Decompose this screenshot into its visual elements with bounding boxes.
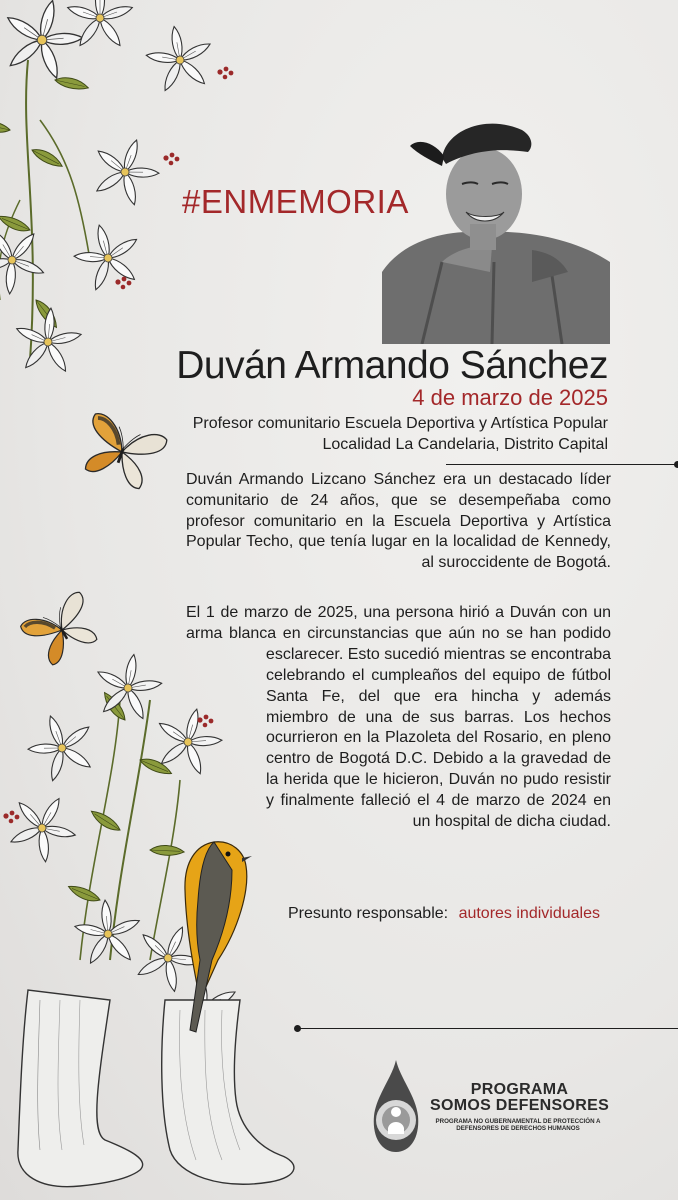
responsible-label: Presunto responsable: xyxy=(288,905,449,922)
logo-tagline xyxy=(430,1118,606,1132)
portrait-photo xyxy=(382,112,610,344)
person-name: Duván Armando Sánchez xyxy=(176,344,608,387)
logo-line-2: SOMOS DEFENSORES xyxy=(430,1097,610,1114)
divider-top xyxy=(446,464,678,465)
paragraph-biography: Duván Armando Lizcano Sánchez era un destacado líder comunitario de 24 años, que se desempeñaba como profesor comunitario en la Escuela Deportiva y Artística Popular Techo, que tenía lugar en la localidad de Kennedy, al suroccidente de Bogotá. xyxy=(186,471,611,572)
role-line-1: Profesor comunitario Escuela Deportiva y Artística Popular xyxy=(192,415,608,432)
divider-bottom xyxy=(297,1028,678,1029)
presumed-responsible xyxy=(288,905,600,923)
logo-title xyxy=(430,1082,609,1114)
feet-sketch xyxy=(18,990,294,1187)
logo-tagline-2: DEFENSORES DE DERECHOS HUMANOS xyxy=(456,1125,580,1132)
logo-drop-icon xyxy=(366,1058,426,1158)
hashtag-title: #ENMEMORIA xyxy=(182,183,409,220)
somos-defensores-logo xyxy=(366,1058,610,1158)
responsible-value: autores individuales xyxy=(458,905,600,922)
paragraph-incident-details: celebrando el cumpleaños del equipo de fútbol Santa Fe, del que era hincha y además miembro de una de sus barras. Los hechos ocurrieron en la Plazoleta del Rosario, en pleno centro de Bogotá D.C. Debido a la gravedad de la herida que le hicieron, Duván no pudo resistir y finalmente falleció el 4 de marzo de 2024 en un hospital de dicha ciudad. xyxy=(266,667,611,830)
role-line-2: Localidad La Candelaria, Distrito Capital xyxy=(322,436,608,453)
logo-line-1: PROGRAMA xyxy=(470,1081,569,1098)
logo-tagline-1: PROGRAMA NO GUBERNAMENTAL DE PROTECCIÓN A xyxy=(435,1118,601,1125)
person-role xyxy=(138,413,608,455)
paragraph-incident-start: El 1 de marzo de 2025, una persona hirió a Duván con un arma blanca en circunstancias que aún no se han podido esclarecer. Esto sucedió mientras se encontraba xyxy=(186,604,611,663)
memorial-date: 4 de marzo de 2025 xyxy=(412,385,608,410)
